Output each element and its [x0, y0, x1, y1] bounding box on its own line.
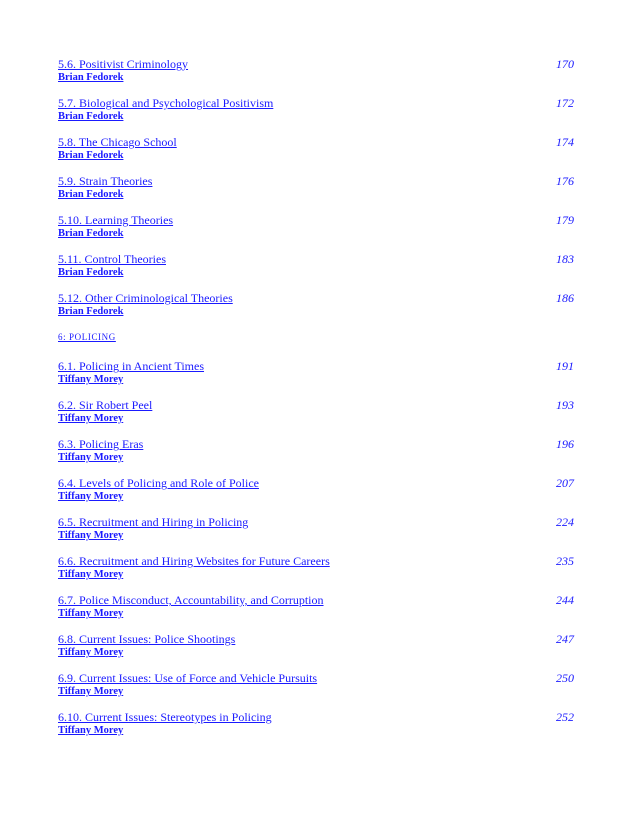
- author-link[interactable]: Tiffany Morey: [58, 530, 124, 541]
- chapter-title-link[interactable]: 5.7. Biological and Psychological Positivism: [58, 96, 274, 110]
- author-link[interactable]: Brian Fedorek: [58, 267, 124, 278]
- toc-entry: [58, 291, 574, 330]
- page-number-link[interactable]: 179: [556, 213, 574, 227]
- toc-entry: [58, 252, 574, 291]
- page-number-link[interactable]: 183: [556, 252, 574, 266]
- page-number-link[interactable]: 196: [556, 437, 574, 451]
- author-link[interactable]: Tiffany Morey: [58, 491, 124, 502]
- chapter-title-link[interactable]: 5.8. The Chicago School: [58, 135, 177, 149]
- toc-entry: [58, 174, 574, 213]
- author-link[interactable]: Tiffany Morey: [58, 725, 124, 736]
- author-link[interactable]: Tiffany Morey: [58, 686, 124, 697]
- chapter-title-link[interactable]: 6.9. Current Issues: Use of Force and Vehicle Pursuits: [58, 671, 318, 685]
- toc-entry: [58, 710, 574, 749]
- section-heading: [58, 330, 574, 359]
- chapter-title-link[interactable]: 5.6. Positivist Criminology: [58, 57, 189, 71]
- author-link[interactable]: Brian Fedorek: [58, 228, 124, 239]
- author-link[interactable]: Tiffany Morey: [58, 647, 124, 658]
- chapter-title-link[interactable]: 6.2. Sir Robert Peel: [58, 398, 153, 412]
- toc-entry: [58, 437, 574, 476]
- author-link[interactable]: Brian Fedorek: [58, 111, 124, 122]
- toc-entry: [58, 135, 574, 174]
- page-number-link[interactable]: 247: [556, 632, 574, 646]
- page-number-link[interactable]: 193: [556, 398, 574, 412]
- author-link[interactable]: Brian Fedorek: [58, 72, 124, 83]
- page-number-link[interactable]: 186: [556, 291, 574, 305]
- author-link[interactable]: Tiffany Morey: [58, 569, 124, 580]
- chapter-title-link[interactable]: 5.12. Other Criminological Theories: [58, 291, 233, 305]
- toc-entry: [58, 57, 574, 96]
- chapter-title-link[interactable]: 6.10. Current Issues: Stereotypes in Policing: [58, 710, 272, 724]
- author-link[interactable]: Brian Fedorek: [58, 189, 124, 200]
- author-link[interactable]: Brian Fedorek: [58, 306, 124, 317]
- page-number-link[interactable]: 252: [556, 710, 574, 724]
- toc-entry: [58, 593, 574, 632]
- section-heading-link[interactable]: 6: POLICING: [58, 332, 116, 342]
- page-number-link[interactable]: 191: [556, 359, 574, 373]
- author-link[interactable]: Tiffany Morey: [58, 608, 124, 619]
- author-link[interactable]: Tiffany Morey: [58, 413, 124, 424]
- toc-entry: [58, 476, 574, 515]
- table-of-contents: [58, 57, 574, 749]
- chapter-title-link[interactable]: 6.1. Policing in Ancient Times: [58, 359, 205, 373]
- page-number-link[interactable]: 250: [556, 671, 574, 685]
- toc-entry: [58, 554, 574, 593]
- page-number-link[interactable]: 224: [556, 515, 574, 529]
- toc-entry: [58, 632, 574, 671]
- toc-entry: [58, 213, 574, 252]
- page-number-link[interactable]: 172: [556, 96, 574, 110]
- toc-entry: [58, 515, 574, 554]
- toc-entry: [58, 96, 574, 135]
- chapter-title-link[interactable]: 6.4. Levels of Policing and Role of Police: [58, 476, 259, 490]
- page-number-link[interactable]: 174: [556, 135, 574, 149]
- chapter-title-link[interactable]: 6.8. Current Issues: Police Shootings: [58, 632, 236, 646]
- page-number-link[interactable]: 176: [556, 174, 574, 188]
- toc-entry: [58, 398, 574, 437]
- chapter-title-link[interactable]: 6.5. Recruitment and Hiring in Policing: [58, 515, 249, 529]
- author-link[interactable]: Tiffany Morey: [58, 374, 124, 385]
- chapter-title-link[interactable]: 5.10. Learning Theories: [58, 213, 174, 227]
- toc-entry: [58, 359, 574, 398]
- page-number-link[interactable]: 235: [556, 554, 574, 568]
- chapter-title-link[interactable]: 6.7. Police Misconduct, Accountability, and Corruption: [58, 593, 324, 607]
- chapter-title-link[interactable]: 6.3. Policing Eras: [58, 437, 144, 451]
- author-link[interactable]: Brian Fedorek: [58, 150, 124, 161]
- toc-entry: [58, 671, 574, 710]
- chapter-title-link[interactable]: 5.11. Control Theories: [58, 252, 166, 266]
- page-number-link[interactable]: 244: [556, 593, 574, 607]
- author-link[interactable]: Tiffany Morey: [58, 452, 124, 463]
- chapter-title-link[interactable]: 6.6. Recruitment and Hiring Websites for Future Careers: [58, 554, 330, 568]
- page-number-link[interactable]: 207: [556, 476, 574, 490]
- page-number-link[interactable]: 170: [556, 57, 574, 71]
- chapter-title-link[interactable]: 5.9. Strain Theories: [58, 174, 153, 188]
